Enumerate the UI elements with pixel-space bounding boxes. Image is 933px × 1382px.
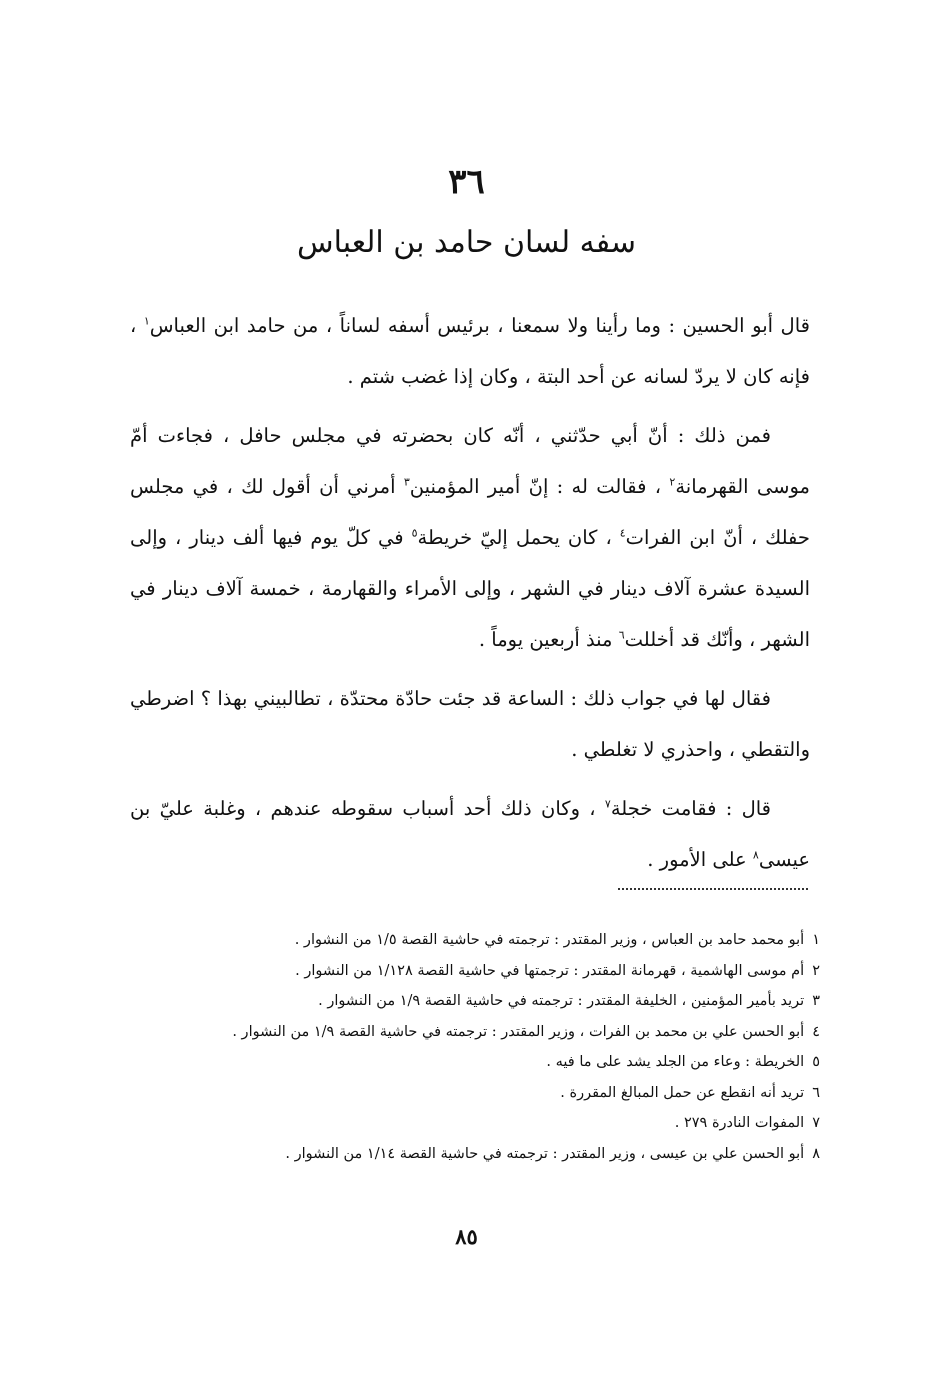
footnote-ref: ٢ xyxy=(669,475,676,489)
footnote-ref: ٣ xyxy=(403,475,410,489)
paragraph-text: ، كان يحمل إليّ خريطة xyxy=(417,526,620,549)
paragraph-text: ، وكان ذلك أحد أسباب سقوطه عندهم ، وغلبة عليّ بن عيسى xyxy=(130,797,810,871)
footnote-number: ٤ xyxy=(812,1023,820,1040)
paragraph-4 xyxy=(130,783,810,885)
footnote-ref: ٥ xyxy=(411,526,418,540)
paragraph-text: في كلّ يوم فيها ألف دينار ، وإلى السيدة عشرة آلاف دينار في الشهر ، وإلى الأمراء والقهارمة ، خمسة آلاف دينار في الشهر ، وأنّك قد أخللت xyxy=(130,526,810,651)
footnote-separator xyxy=(618,888,808,890)
footnote-number: ٥ xyxy=(812,1054,820,1070)
footnote-number: ٦ xyxy=(812,1084,820,1101)
paragraph-text: قال أبو الحسين : وما رأينا ولا سمعنا ، برئيس أسفه لساناً ، من حامد ابن العباس xyxy=(149,314,810,337)
footnote-number: ٣ xyxy=(812,993,820,1009)
footnote-item xyxy=(140,1078,820,1109)
footnote-item xyxy=(140,925,820,956)
paragraph-1 xyxy=(130,300,810,402)
footnote-number: ٢ xyxy=(812,962,820,979)
footnote-text: المفوات النادرة ٢٧٩ . xyxy=(674,1115,805,1131)
footnote-text: تريد أنه انقطع عن حمل المبالغ المقررة . xyxy=(560,1084,805,1101)
paragraph-text: قال : فقامت خجلة xyxy=(610,797,771,820)
footnote-number: ١ xyxy=(812,932,820,948)
paragraph-text: فقال لها في جواب ذلك : الساعة قد جئت حادّة محتدّة ، تطالبيني بهذا ؟ اضرطي والتقطي ، واحذري لا تغلطي . xyxy=(130,687,810,761)
footnote-text: أبو الحسن علي بن عيسى ، وزير المقتدر : ترجمته في حاشية القصة ١/١٤ من النشوار . xyxy=(285,1145,805,1162)
footnote-ref: ٤ xyxy=(619,526,626,540)
footnote-number: ٨ xyxy=(812,1145,820,1162)
footnote-ref: ٧ xyxy=(604,797,611,811)
paragraph-2 xyxy=(130,410,810,665)
footnote-item xyxy=(140,1047,820,1078)
footnote-text: أم موسى الهاشمية ، قهرمانة المقتدر : ترجمتها في حاشية القصة ١/١٢٨ من النشوار . xyxy=(295,962,805,979)
footnote-ref: ٨ xyxy=(752,848,759,862)
footnote-number: ٧ xyxy=(812,1115,820,1131)
paragraph-text: منذ أربعين يوماً . xyxy=(478,628,619,651)
footnote-text: أبو محمد حامد بن العباس ، وزير المقتدر : ترجمته في حاشية القصة ١/٥ من النشوار . xyxy=(294,932,805,948)
footnote-text: تريد بأمير المؤمنين ، الخليفة المقتدر : ترجمته في حاشية القصة ١/٩ من النشوار . xyxy=(318,993,805,1009)
footnote-text: الخريطة : وعاء من الجلد يشد على ما فيه . xyxy=(546,1054,805,1070)
footnotes-list xyxy=(140,925,820,1169)
footnote-item xyxy=(140,1017,820,1048)
paragraph-3 xyxy=(130,673,810,775)
paragraph-text: على الأمور . xyxy=(647,848,753,871)
paragraph-text: أمرني أن أقول لك ، في مجلس حفلك ، أنّ ابن الفرات xyxy=(130,475,810,549)
footnote-ref: ١ xyxy=(143,314,150,328)
paragraph-text: ، فقالت له : إنّ أمير المؤمنين xyxy=(409,475,670,498)
footnote-text: أبو الحسن علي بن محمد بن الفرات ، وزير المقتدر : ترجمته في حاشية القصة ١/٩ من النشوار . xyxy=(232,1023,805,1040)
footnote-ref: ٦ xyxy=(618,628,625,642)
footnote-item xyxy=(140,1139,820,1170)
chapter-title: سفه لسان حامد بن العباس xyxy=(296,225,637,260)
page-number: ٨٥ xyxy=(455,1224,478,1249)
paragraph-text: فمن ذلك : أنّ أبي حدّثني ، أنّه كان بحضرته في مجلس حافل ، فجاءت أمّ موسى القهرمانة xyxy=(130,424,810,498)
footnote-item xyxy=(140,956,820,987)
chapter-number: ٣٦ xyxy=(448,162,485,202)
paragraph-text: ، فإنه كان لا يردّ لسانه عن أحد البتة ، وكان إذا غضب شتم . xyxy=(130,314,810,388)
footnote-item xyxy=(140,1108,820,1139)
body-text xyxy=(130,300,810,893)
footnote-item xyxy=(140,986,820,1017)
